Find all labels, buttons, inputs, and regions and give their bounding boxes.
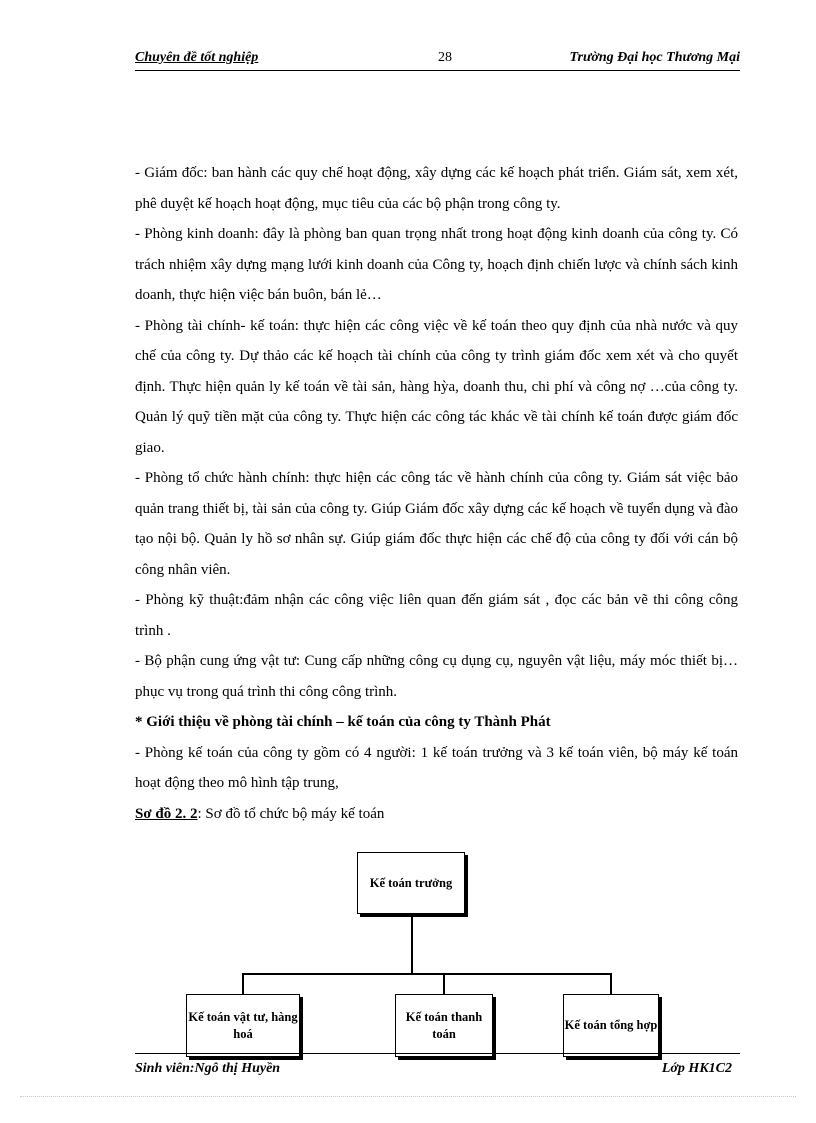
paragraph-technical: - Phòng kỹ thuật:đảm nhận các công việc liên quan đến giám sát , đọc các bản vẽ thi công công trình .: [135, 592, 738, 639]
paragraph-supply: - Bộ phận cung ứng vật tư: Cung cấp những công cụ dụng cụ, nguyên vật liệu, máy móc thiết bị…phục vụ trong quá trình thi công công trình.: [135, 653, 738, 700]
box-payment-accountant: [395, 994, 493, 1057]
box-materials-accountant-label: Kế toán vật tư, hàng hoá: [188, 1009, 298, 1041]
org-chart: [180, 852, 658, 1057]
header-title: Chuyên đề tốt nghiệp: [135, 50, 259, 65]
footer-class: Lớp HK1C2: [661, 1061, 732, 1076]
paragraph-admin: - Phòng tổ chức hành chính: thực hiện các công tác về hành chính của công ty. Giám sát việc bảo quản trang thiết bị, tài sản của công ty. Giúp Giám đốc xây dựng các kế hoạch về tuyển dụng và đào tạo nội bộ. Quản ly hồ sơ nhân sự. Giúp giám đốc thực hiện các chế độ của công ty đối với cán bộ công nhân viên.: [135, 470, 738, 578]
box-chief-accountant-label: Kế toán trưởng: [369, 875, 453, 890]
page-number: 28: [438, 50, 452, 65]
paragraph-finance: - Phòng tài chính- kế toán: thực hiện các công việc về kế toán theo quy định của nhà nước và quy chế của công ty. Dự thảo các kế hoạch tài chính của công ty trình giám đốc xem xét và cho quyết định. Thực hiện quản ly kế toán về tài sản, hàng hỳa, doanh thu, chi phí và công nợ …của công ty. Quản lý quỹ tiền mặt của công ty. Thực hiện các công tác khác về tài chính kế toán được giám đốc giao.: [135, 317, 738, 456]
box-general-accountant-label: Kế toán tổng hợp: [564, 1018, 658, 1032]
connector-left: [242, 973, 244, 994]
caption-label: Sơ đồ 2. 2: [135, 805, 198, 822]
paragraph-sales: - Phòng kinh doanh: đây là phòng ban quan trọng nhất trong hoạt động kinh doanh của công ty. Có trách nhiệm xây dựng mạng lưới kinh doanh của Công ty, hoạch định chiến lược và chính sách kinh doanh, thực hiện việc bán buôn, bán lẻ…: [135, 226, 738, 303]
footer-rule: [135, 1053, 740, 1054]
connector-horizontal: [242, 973, 611, 975]
caption-text: : Sơ đồ tổ chức bộ máy kế toán: [197, 805, 385, 822]
header-school: Trường Đại học Thương Mại: [569, 50, 740, 65]
box-general-accountant: [563, 994, 659, 1057]
paragraph-director: - Giám đốc: ban hành các quy chế hoạt động, xây dựng các kế hoạch phát triển. Giám sát, xem xét, phê duyệt kế hoạch hoạt động, mục tiêu của các bộ phận trong công ty.: [135, 165, 738, 212]
box-materials-accountant: [186, 994, 300, 1057]
footer-student: Sinh viên:Ngô thị Huyền: [135, 1061, 281, 1076]
diagram-caption: [135, 799, 738, 830]
connector-vertical-top: [411, 914, 413, 974]
connector-middle: [443, 973, 445, 994]
connector-right: [610, 973, 612, 994]
section-heading: * Giới thiệu về phòng tài chính – kế toán của công ty Thành Phát: [135, 714, 551, 730]
box-chief-accountant: [357, 852, 465, 914]
box-payment-accountant-label: Kế toán thanh toán: [405, 1009, 483, 1041]
paragraph-accounting-dept: - Phòng kế toán của công ty gồm có 4 người: 1 kế toán trưởng và 3 kế toán viên, bộ máy kế toán hoạt động theo mô hình tập trung,: [135, 744, 738, 791]
body-text: [135, 158, 738, 829]
page-edge-dots: [20, 1096, 796, 1097]
page-header: [135, 48, 740, 71]
